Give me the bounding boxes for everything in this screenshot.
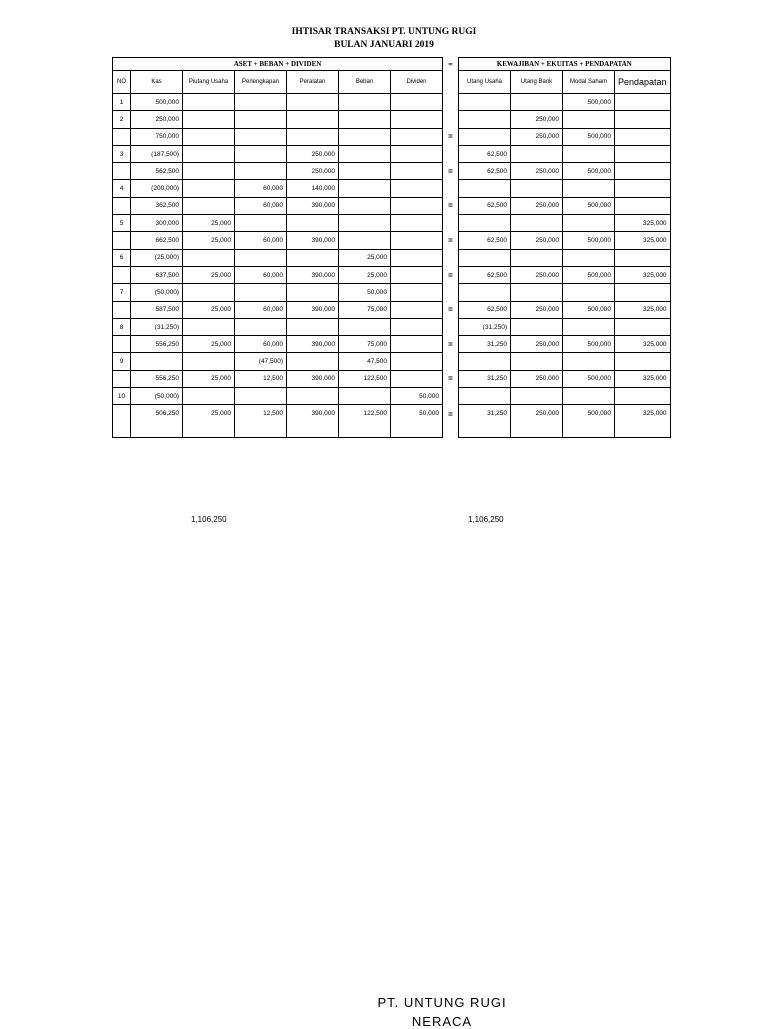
row-equals-sign: [443, 318, 459, 335]
cell-pendapatan: [615, 388, 671, 405]
ledger-transaction-row: [113, 388, 671, 405]
cell-pendapatan: [615, 284, 671, 301]
cell-kas: 637,500: [131, 266, 183, 283]
cell-utang-usaha: [459, 111, 511, 128]
ledger-subtotal-row: [113, 336, 671, 353]
cell-piutang-usaha: [183, 94, 235, 111]
cell-perlengkapan: 60,000: [235, 336, 287, 353]
cell-perlengkapan: 60,000: [235, 266, 287, 283]
cell-beban: [339, 111, 391, 128]
cell-beban: 75,000: [339, 301, 391, 318]
cell-beban: 122,500: [339, 370, 391, 387]
cell-dividen: [391, 180, 443, 197]
cell-utang-usaha: [459, 284, 511, 301]
header-pendapatan: Pendapatan: [615, 71, 671, 94]
row-equals-sign: [443, 145, 459, 162]
cell-dividen: [391, 318, 443, 335]
row-equals-sign: =: [448, 132, 453, 142]
ledger-subtotal-row: [113, 266, 671, 283]
cell-peralatan: [287, 284, 339, 301]
row-equals-sign: =: [448, 201, 453, 211]
header-beban: Beban: [339, 71, 391, 94]
ledger-transaction-row: [113, 94, 671, 111]
cell-pendapatan: [615, 353, 671, 370]
cell-beban: [339, 128, 391, 145]
cell-piutang-usaha: 25,000: [183, 215, 235, 232]
cell-kas: 362,500: [131, 197, 183, 214]
cell-perlengkapan: [235, 163, 287, 180]
cell-perlengkapan: [235, 94, 287, 111]
cell-beban: [339, 388, 391, 405]
header-no: NO: [113, 71, 131, 94]
cell-peralatan: [287, 353, 339, 370]
cell-modal-saham: 500,000: [563, 232, 615, 249]
cell-dividen: [391, 111, 443, 128]
cell-peralatan: [287, 249, 339, 266]
ledger-subtotal-row: [113, 163, 671, 180]
cell-piutang-usaha: [183, 388, 235, 405]
cell-piutang-usaha: 25,000: [183, 301, 235, 318]
cell-utang-bank: 250,000: [511, 336, 563, 353]
row-equals-sign: [443, 94, 459, 111]
cell-kas: 556,250: [131, 336, 183, 353]
row-number: 7: [113, 284, 131, 301]
cell-perlengkapan: 60,000: [235, 180, 287, 197]
cell-dividen: [391, 301, 443, 318]
cell-utang-usaha: [459, 388, 511, 405]
cell-kas: 500,000: [131, 94, 183, 111]
cell-pendapatan: [615, 163, 671, 180]
cell-dividen: [391, 284, 443, 301]
cell-piutang-usaha: 25,000: [183, 232, 235, 249]
cell-piutang-usaha: 25,000: [183, 405, 235, 438]
cell-dividen: 50,000: [391, 405, 443, 438]
cell-utang-bank: [511, 215, 563, 232]
cell-piutang-usaha: [183, 128, 235, 145]
column-header-row: [113, 71, 671, 94]
ledger-subtotal-row: [113, 405, 671, 438]
cell-modal-saham: 500,000: [563, 336, 615, 353]
cell-beban: 25,000: [339, 266, 391, 283]
cell-modal-saham: 500,000: [563, 128, 615, 145]
header-utang-bank: Utang Bank: [511, 71, 563, 94]
cell-utang-bank: [511, 145, 563, 162]
cell-utang-bank: 250,000: [511, 266, 563, 283]
row-number: 4: [113, 180, 131, 197]
cell-peralatan: [287, 128, 339, 145]
cell-beban: [339, 318, 391, 335]
cell-kas: (50,000): [131, 284, 183, 301]
ledger-transaction-row: [113, 284, 671, 301]
cell-pendapatan: 325,000: [615, 336, 671, 353]
row-equals-sign: [443, 215, 459, 232]
total-right-side: 1,106,250: [468, 515, 504, 524]
cell-perlengkapan: 60,000: [235, 197, 287, 214]
cell-dividen: [391, 94, 443, 111]
ledger-transaction-row: [113, 180, 671, 197]
cell-dividen: [391, 370, 443, 387]
cell-utang-usaha: 62,500: [459, 301, 511, 318]
ledger-transaction-row: [113, 145, 671, 162]
cell-utang-usaha: 62,500: [459, 197, 511, 214]
row-equals-sign: =: [448, 374, 453, 384]
cell-perlengkapan: [235, 318, 287, 335]
ledger-subtotal-row: [113, 232, 671, 249]
cell-dividen: [391, 266, 443, 283]
cell-utang-bank: 250,000: [511, 163, 563, 180]
report-title: IHTISAR TRANSAKSI PT. UNTUNG RUGI: [291, 27, 477, 37]
cell-kas: 506,250: [131, 405, 183, 438]
cell-perlengkapan: [235, 249, 287, 266]
cell-pendapatan: [615, 145, 671, 162]
cell-utang-usaha: [459, 249, 511, 266]
cell-peralatan: [287, 111, 339, 128]
cell-kas: 556,250: [131, 370, 183, 387]
cell-utang-bank: [511, 249, 563, 266]
cell-modal-saham: [563, 249, 615, 266]
cell-piutang-usaha: 25,000: [183, 370, 235, 387]
cell-utang-usaha: [459, 94, 511, 111]
cell-peralatan: 390,000: [287, 405, 339, 438]
cell-modal-saham: [563, 145, 615, 162]
cell-perlengkapan: (47,500): [235, 353, 287, 370]
row-number: 2: [113, 111, 131, 128]
cell-utang-bank: [511, 180, 563, 197]
report-period: BULAN JANUARI 2019: [334, 40, 434, 50]
cell-pendapatan: [615, 249, 671, 266]
row-number: 3: [113, 145, 131, 162]
ledger-transaction-row: [113, 318, 671, 335]
cell-dividen: [391, 232, 443, 249]
cell-utang-bank: [511, 388, 563, 405]
row-equals-sign: [443, 111, 459, 128]
cell-pendapatan: 325,000: [615, 301, 671, 318]
cell-kas: 750,000: [131, 128, 183, 145]
ledger-transaction-row: [113, 111, 671, 128]
cell-perlengkapan: [235, 284, 287, 301]
cell-piutang-usaha: [183, 249, 235, 266]
cell-piutang-usaha: [183, 145, 235, 162]
row-equals-sign: =: [448, 236, 453, 246]
cell-piutang-usaha: [183, 318, 235, 335]
cell-utang-usaha: 31,250: [459, 405, 511, 438]
cell-peralatan: 390,000: [287, 370, 339, 387]
cell-beban: 47,500: [339, 353, 391, 370]
header-utang-usaha: Utang Usaha: [459, 71, 511, 94]
row-number: [113, 128, 131, 145]
footer-report-name: NERACA: [411, 1014, 473, 1029]
cell-utang-bank: 250,000: [511, 232, 563, 249]
cell-utang-bank: [511, 284, 563, 301]
cell-kas: 250,000: [131, 111, 183, 128]
cell-dividen: [391, 197, 443, 214]
cell-kas: [131, 353, 183, 370]
liabilities-group-label: KEWAJIBAN + EKUITAS + PENDAPATAN: [459, 58, 671, 71]
cell-peralatan: [287, 215, 339, 232]
cell-pendapatan: [615, 197, 671, 214]
cell-kas: 562,500: [131, 163, 183, 180]
row-equals-sign: =: [448, 409, 453, 419]
cell-modal-saham: 500,000: [563, 370, 615, 387]
ledger-subtotal-row: [113, 197, 671, 214]
cell-dividen: [391, 215, 443, 232]
cell-utang-usaha: 31,250: [459, 336, 511, 353]
cell-pendapatan: [615, 94, 671, 111]
cell-kas: (50,000): [131, 388, 183, 405]
cell-beban: [339, 163, 391, 180]
ledger-transaction-row: [113, 215, 671, 232]
cell-kas: (187,500): [131, 145, 183, 162]
cell-utang-bank: 250,000: [511, 405, 563, 438]
cell-modal-saham: [563, 215, 615, 232]
row-equals-sign: [443, 249, 459, 266]
cell-pendapatan: [615, 128, 671, 145]
cell-peralatan: 390,000: [287, 336, 339, 353]
header-peralatan: Peralatan: [287, 71, 339, 94]
cell-modal-saham: [563, 388, 615, 405]
cell-utang-bank: [511, 353, 563, 370]
row-number: 8: [113, 318, 131, 335]
cell-utang-bank: 250,000: [511, 370, 563, 387]
header-piutang-usaha: Piutang Usaha: [183, 71, 235, 94]
row-equals-sign: [443, 388, 459, 405]
group-header-row: [113, 58, 671, 71]
cell-perlengkapan: [235, 111, 287, 128]
cell-pendapatan: 325,000: [615, 215, 671, 232]
row-number: [113, 232, 131, 249]
row-equals-sign: [443, 180, 459, 197]
cell-pendapatan: [615, 318, 671, 335]
cell-modal-saham: [563, 284, 615, 301]
cell-piutang-usaha: [183, 284, 235, 301]
cell-dividen: [391, 163, 443, 180]
header-dividen: Dividen: [391, 71, 443, 94]
cell-modal-saham: [563, 180, 615, 197]
cell-kas: 662,500: [131, 232, 183, 249]
cell-perlengkapan: 12,500: [235, 405, 287, 438]
cell-utang-bank: [511, 318, 563, 335]
cell-utang-bank: 250,000: [511, 197, 563, 214]
cell-utang-usaha: [459, 128, 511, 145]
cell-beban: 50,000: [339, 284, 391, 301]
cell-peralatan: 390,000: [287, 301, 339, 318]
cell-perlengkapan: [235, 128, 287, 145]
row-number: 1: [113, 94, 131, 111]
row-number: [113, 163, 131, 180]
cell-beban: [339, 232, 391, 249]
cell-piutang-usaha: [183, 180, 235, 197]
header-perlengkapan: Perlengkapan: [235, 71, 287, 94]
cell-modal-saham: 500,000: [563, 266, 615, 283]
cell-perlengkapan: 60,000: [235, 301, 287, 318]
row-number: [113, 405, 131, 438]
cell-pendapatan: 325,000: [615, 405, 671, 438]
cell-kas: (200,000): [131, 180, 183, 197]
cell-modal-saham: 500,000: [563, 301, 615, 318]
header-modal-saham: Modal Saham: [563, 71, 615, 94]
cell-utang-bank: 250,000: [511, 128, 563, 145]
cell-utang-usaha: [459, 215, 511, 232]
cell-dividen: [391, 249, 443, 266]
cell-kas: 587,500: [131, 301, 183, 318]
cell-modal-saham: 500,000: [563, 163, 615, 180]
cell-kas: (31,250): [131, 318, 183, 335]
footer-company-name: PT. UNTUNG RUGI: [377, 995, 507, 1010]
row-number: [113, 370, 131, 387]
cell-utang-usaha: 62,500: [459, 145, 511, 162]
cell-modal-saham: [563, 318, 615, 335]
cell-beban: [339, 145, 391, 162]
cell-utang-usaha: 62,500: [459, 163, 511, 180]
cell-piutang-usaha: [183, 197, 235, 214]
cell-modal-saham: 500,000: [563, 94, 615, 111]
cell-piutang-usaha: 25,000: [183, 336, 235, 353]
cell-utang-bank: [511, 94, 563, 111]
ledger-subtotal-row: [113, 370, 671, 387]
cell-dividen: [391, 145, 443, 162]
total-left-side: 1,106,250: [191, 515, 227, 524]
cell-pendapatan: 325,000: [615, 232, 671, 249]
header-kas: Kas: [131, 71, 183, 94]
cell-pendapatan: [615, 111, 671, 128]
cell-peralatan: [287, 388, 339, 405]
cell-dividen: 50,000: [391, 388, 443, 405]
row-equals-sign: [443, 353, 459, 370]
cell-piutang-usaha: 25,000: [183, 266, 235, 283]
cell-peralatan: [287, 318, 339, 335]
ledger-subtotal-row: [113, 301, 671, 318]
cell-peralatan: 250,000: [287, 145, 339, 162]
cell-beban: 25,000: [339, 249, 391, 266]
row-equals-sign: [443, 284, 459, 301]
cell-utang-usaha: (31,250): [459, 318, 511, 335]
cell-pendapatan: 325,000: [615, 370, 671, 387]
cell-peralatan: 390,000: [287, 197, 339, 214]
cell-peralatan: 140,000: [287, 180, 339, 197]
cell-perlengkapan: 60,000: [235, 232, 287, 249]
cell-piutang-usaha: [183, 163, 235, 180]
cell-utang-bank: 250,000: [511, 301, 563, 318]
cell-kas: (25,000): [131, 249, 183, 266]
cell-utang-usaha: [459, 353, 511, 370]
row-equals-sign: =: [448, 305, 453, 315]
cell-kas: 300,000: [131, 215, 183, 232]
cell-perlengkapan: [235, 388, 287, 405]
cell-utang-usaha: [459, 180, 511, 197]
equals-sign: =: [448, 59, 453, 69]
cell-beban: [339, 180, 391, 197]
row-number: [113, 336, 131, 353]
assets-group-label: ASET + BEBAN + DIVIDEN: [113, 58, 443, 71]
row-equals-sign: =: [448, 270, 453, 280]
cell-peralatan: 250,000: [287, 163, 339, 180]
row-number: [113, 266, 131, 283]
cell-peralatan: 390,000: [287, 232, 339, 249]
cell-perlengkapan: [235, 145, 287, 162]
cell-utang-bank: 250,000: [511, 111, 563, 128]
cell-perlengkapan: 12,500: [235, 370, 287, 387]
cell-beban: 122,500: [339, 405, 391, 438]
transaction-ledger-table: [112, 57, 671, 438]
cell-beban: 75,000: [339, 336, 391, 353]
cell-dividen: [391, 353, 443, 370]
row-number: 6: [113, 249, 131, 266]
cell-pendapatan: [615, 180, 671, 197]
row-number: 9: [113, 353, 131, 370]
row-number: 5: [113, 215, 131, 232]
cell-modal-saham: [563, 111, 615, 128]
cell-beban: [339, 215, 391, 232]
cell-modal-saham: 500,000: [563, 405, 615, 438]
cell-beban: [339, 94, 391, 111]
ledger-subtotal-row: [113, 128, 671, 145]
cell-peralatan: 390,000: [287, 266, 339, 283]
cell-perlengkapan: [235, 215, 287, 232]
cell-modal-saham: [563, 353, 615, 370]
cell-piutang-usaha: [183, 111, 235, 128]
row-equals-sign: =: [448, 166, 453, 176]
cell-utang-usaha: 31,250: [459, 370, 511, 387]
ledger-transaction-row: [113, 249, 671, 266]
cell-piutang-usaha: [183, 353, 235, 370]
cell-beban: [339, 197, 391, 214]
cell-utang-usaha: 62,500: [459, 232, 511, 249]
cell-modal-saham: 500,000: [563, 197, 615, 214]
row-equals-sign: =: [448, 339, 453, 349]
row-number: [113, 197, 131, 214]
cell-dividen: [391, 128, 443, 145]
cell-utang-usaha: 62,500: [459, 266, 511, 283]
cell-pendapatan: 325,000: [615, 266, 671, 283]
cell-peralatan: [287, 94, 339, 111]
cell-dividen: [391, 336, 443, 353]
row-number: [113, 301, 131, 318]
header-equals-spacer: [443, 71, 459, 94]
ledger-transaction-row: [113, 353, 671, 370]
row-number: 10: [113, 388, 131, 405]
